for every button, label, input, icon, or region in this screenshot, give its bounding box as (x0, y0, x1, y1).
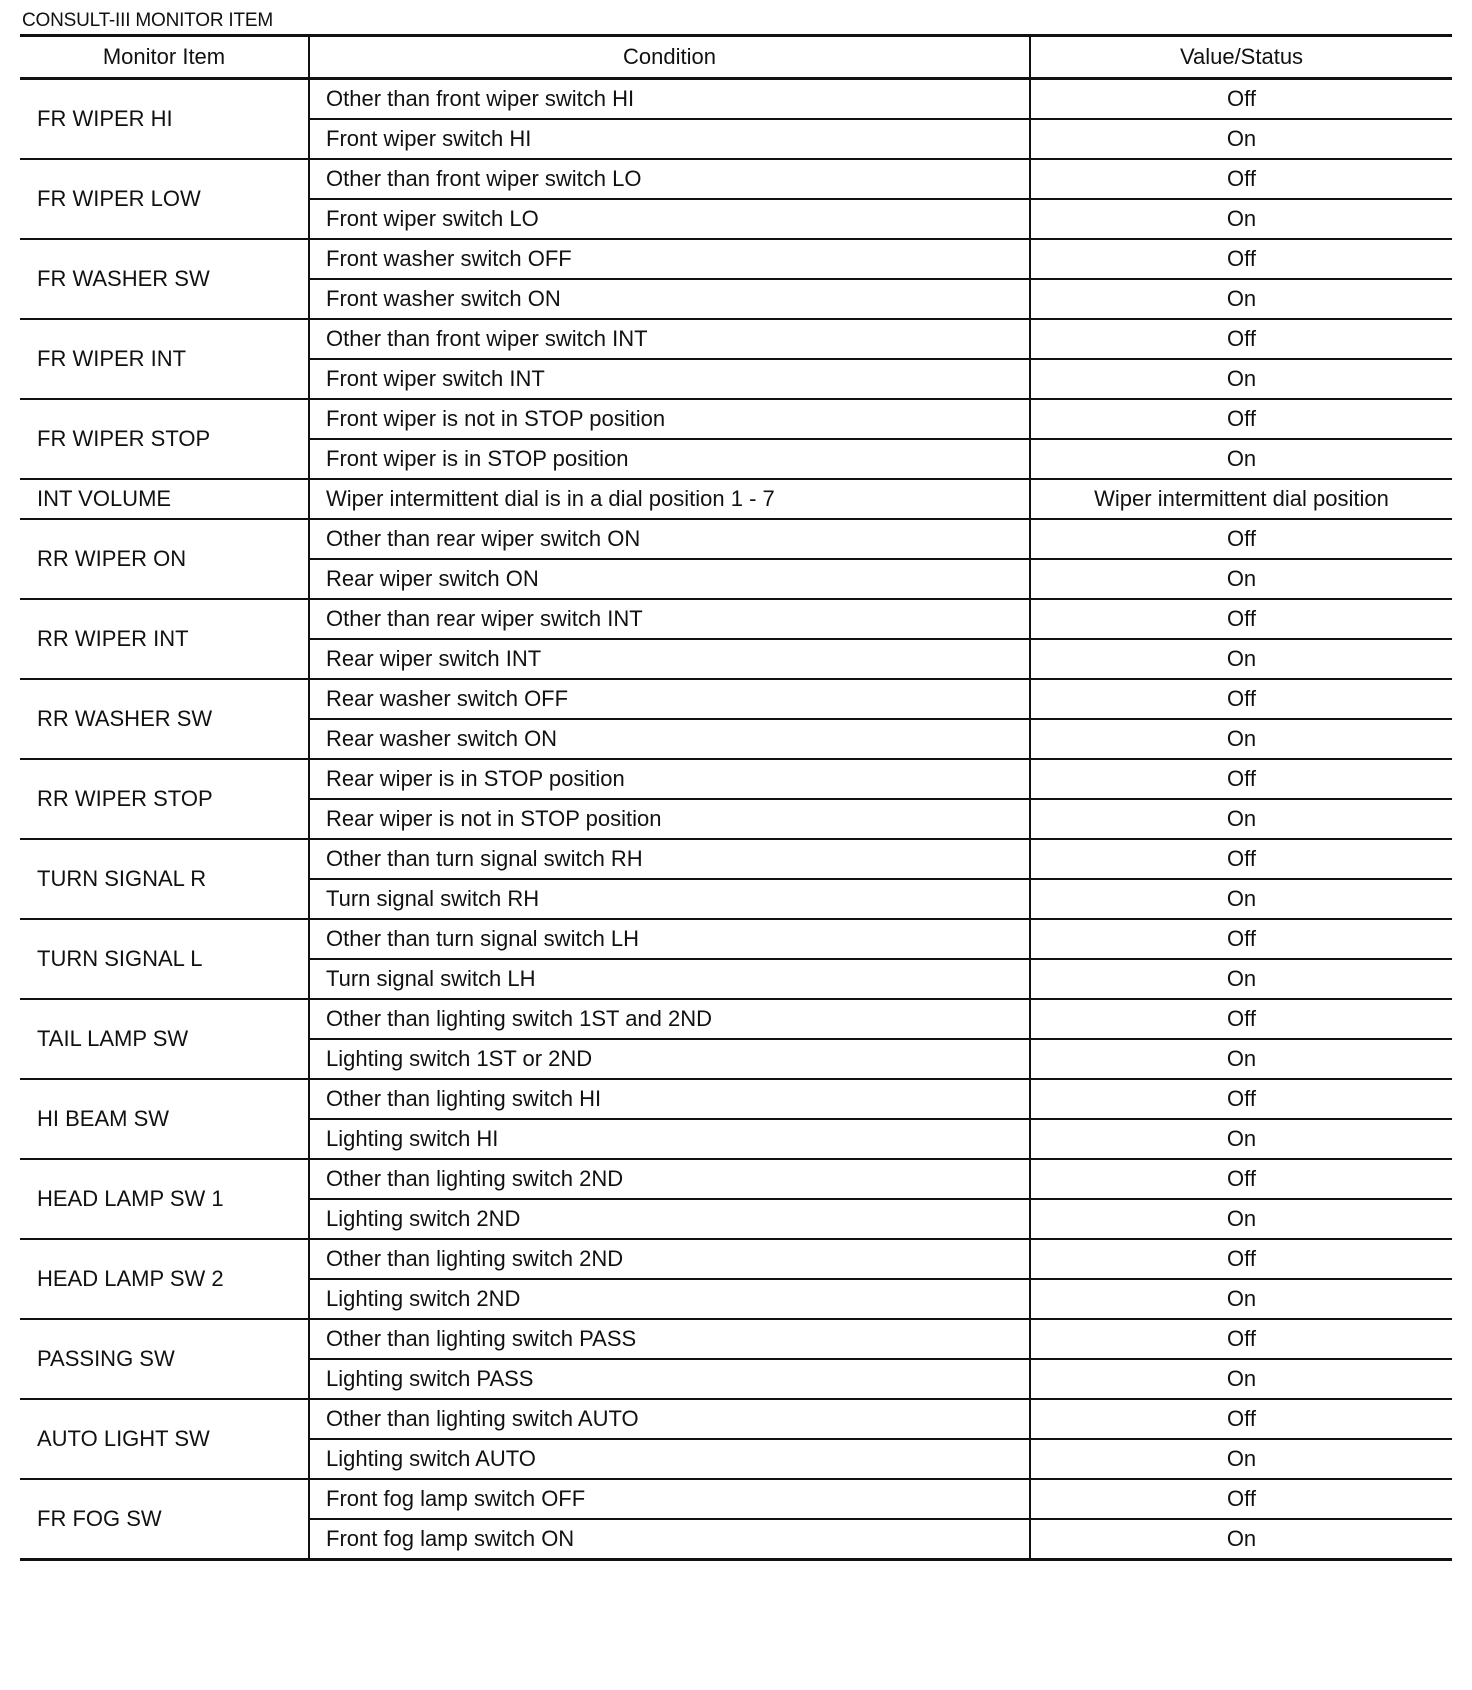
value-status-cell: On (1030, 959, 1452, 999)
table-row (20, 1239, 1452, 1279)
value-status-cell: On (1030, 359, 1452, 399)
condition-cell: Front wiper switch INT (309, 359, 1030, 399)
condition-cell: Front washer switch ON (309, 279, 1030, 319)
value-status-cell: Off (1030, 399, 1452, 439)
value-status-cell: On (1030, 1279, 1452, 1319)
table-row (20, 999, 1452, 1039)
value-status-cell: Off (1030, 1239, 1452, 1279)
monitor-item-cell: RR WIPER STOP (20, 759, 309, 839)
condition-cell: Front wiper switch LO (309, 199, 1030, 239)
condition-cell: Other than turn signal switch LH (309, 919, 1030, 959)
table-body (20, 79, 1452, 1560)
value-status-cell: On (1030, 1359, 1452, 1399)
value-status-cell: On (1030, 799, 1452, 839)
condition-cell: Lighting switch 2ND (309, 1279, 1030, 1319)
table-row (20, 1319, 1452, 1359)
monitor-item-cell: RR WIPER INT (20, 599, 309, 679)
page-title: CONSULT-III MONITOR ITEM (22, 10, 274, 31)
table-row (20, 1399, 1452, 1439)
value-status-cell: Off (1030, 679, 1452, 719)
value-status-cell: On (1030, 1119, 1452, 1159)
header-monitor-item: Monitor Item (20, 36, 309, 79)
condition-cell: Other than rear wiper switch ON (309, 519, 1030, 559)
condition-cell: Turn signal switch RH (309, 879, 1030, 919)
value-status-cell: On (1030, 1439, 1452, 1479)
monitor-item-cell: FR FOG SW (20, 1479, 309, 1560)
value-status-cell: Off (1030, 839, 1452, 879)
monitor-item-cell: HI BEAM SW (20, 1079, 309, 1159)
condition-cell: Front fog lamp switch ON (309, 1519, 1030, 1560)
condition-cell: Other than front wiper switch LO (309, 159, 1030, 199)
value-status-cell: On (1030, 1519, 1452, 1560)
value-status-cell: Off (1030, 999, 1452, 1039)
condition-cell: Other than front wiper switch HI (309, 79, 1030, 120)
value-status-cell: On (1030, 719, 1452, 759)
condition-cell: Front wiper switch HI (309, 119, 1030, 159)
monitor-item-cell: RR WIPER ON (20, 519, 309, 599)
condition-cell: Rear wiper is not in STOP position (309, 799, 1030, 839)
condition-cell: Front wiper is in STOP position (309, 439, 1030, 479)
value-status-cell: On (1030, 439, 1452, 479)
condition-cell: Front wiper is not in STOP position (309, 399, 1030, 439)
value-status-cell: On (1030, 559, 1452, 599)
value-status-cell: Off (1030, 239, 1452, 279)
monitor-item-cell: TURN SIGNAL L (20, 919, 309, 999)
condition-cell: Other than rear wiper switch INT (309, 599, 1030, 639)
condition-cell: Rear washer switch OFF (309, 679, 1030, 719)
table-row (20, 599, 1452, 639)
table-header-row (20, 36, 1452, 79)
value-status-cell: On (1030, 1199, 1452, 1239)
table-row (20, 519, 1452, 559)
monitor-item-cell: HEAD LAMP SW 2 (20, 1239, 309, 1319)
table-row (20, 839, 1452, 879)
value-status-cell: Wiper intermittent dial position (1030, 479, 1452, 519)
value-status-cell: Off (1030, 319, 1452, 359)
condition-cell: Front washer switch OFF (309, 239, 1030, 279)
table-row (20, 919, 1452, 959)
condition-cell: Other than front wiper switch INT (309, 319, 1030, 359)
value-status-cell: Off (1030, 1399, 1452, 1439)
condition-cell: Lighting switch 1ST or 2ND (309, 1039, 1030, 1079)
value-status-cell: Off (1030, 159, 1452, 199)
table-row (20, 1159, 1452, 1199)
monitor-item-cell: FR WIPER STOP (20, 399, 309, 479)
value-status-cell: Off (1030, 1079, 1452, 1119)
value-status-cell: On (1030, 1039, 1452, 1079)
condition-cell: Rear wiper switch INT (309, 639, 1030, 679)
value-status-cell: Off (1030, 1159, 1452, 1199)
value-status-cell: Off (1030, 1479, 1452, 1519)
table-row (20, 159, 1452, 199)
monitor-item-cell: INT VOLUME (20, 479, 309, 519)
condition-cell: Lighting switch 2ND (309, 1199, 1030, 1239)
monitor-item-cell: PASSING SW (20, 1319, 309, 1399)
condition-cell: Lighting switch AUTO (309, 1439, 1030, 1479)
table-row (20, 399, 1452, 439)
table-row (20, 319, 1452, 359)
monitor-item-cell: FR WASHER SW (20, 239, 309, 319)
value-status-cell: Off (1030, 1319, 1452, 1359)
monitor-item-cell: TAIL LAMP SW (20, 999, 309, 1079)
monitor-item-cell: AUTO LIGHT SW (20, 1399, 309, 1479)
value-status-cell: Off (1030, 519, 1452, 559)
table-row (20, 479, 1452, 519)
monitor-item-cell: FR WIPER HI (20, 79, 309, 160)
monitor-item-cell: RR WASHER SW (20, 679, 309, 759)
condition-cell: Other than lighting switch AUTO (309, 1399, 1030, 1439)
condition-cell: Lighting switch HI (309, 1119, 1030, 1159)
monitor-item-cell: TURN SIGNAL R (20, 839, 309, 919)
value-status-cell: Off (1030, 759, 1452, 799)
table-row (20, 1079, 1452, 1119)
value-status-cell: On (1030, 119, 1452, 159)
condition-cell: Rear wiper switch ON (309, 559, 1030, 599)
monitor-item-cell: FR WIPER INT (20, 319, 309, 399)
condition-cell: Rear wiper is in STOP position (309, 759, 1030, 799)
condition-cell: Other than lighting switch 1ST and 2ND (309, 999, 1030, 1039)
condition-cell: Wiper intermittent dial is in a dial position 1 - 7 (309, 479, 1030, 519)
condition-cell: Rear washer switch ON (309, 719, 1030, 759)
value-status-cell: Off (1030, 599, 1452, 639)
value-status-cell: Off (1030, 919, 1452, 959)
table-row (20, 239, 1452, 279)
value-status-cell: Off (1030, 79, 1452, 120)
value-status-cell: On (1030, 879, 1452, 919)
condition-cell: Lighting switch PASS (309, 1359, 1030, 1399)
condition-cell: Other than lighting switch HI (309, 1079, 1030, 1119)
table-row (20, 679, 1452, 719)
condition-cell: Other than lighting switch 2ND (309, 1159, 1030, 1199)
monitor-item-cell: FR WIPER LOW (20, 159, 309, 239)
value-status-cell: On (1030, 199, 1452, 239)
condition-cell: Turn signal switch LH (309, 959, 1030, 999)
table-row (20, 1479, 1452, 1519)
header-value-status: Value/Status (1030, 36, 1452, 79)
value-status-cell: On (1030, 639, 1452, 679)
monitor-item-cell: HEAD LAMP SW 1 (20, 1159, 309, 1239)
condition-cell: Other than lighting switch 2ND (309, 1239, 1030, 1279)
table-row (20, 79, 1452, 120)
header-condition: Condition (309, 36, 1030, 79)
condition-cell: Other than lighting switch PASS (309, 1319, 1030, 1359)
monitor-item-table (20, 34, 1452, 1561)
condition-cell: Front fog lamp switch OFF (309, 1479, 1030, 1519)
table-row (20, 759, 1452, 799)
condition-cell: Other than turn signal switch RH (309, 839, 1030, 879)
value-status-cell: On (1030, 279, 1452, 319)
